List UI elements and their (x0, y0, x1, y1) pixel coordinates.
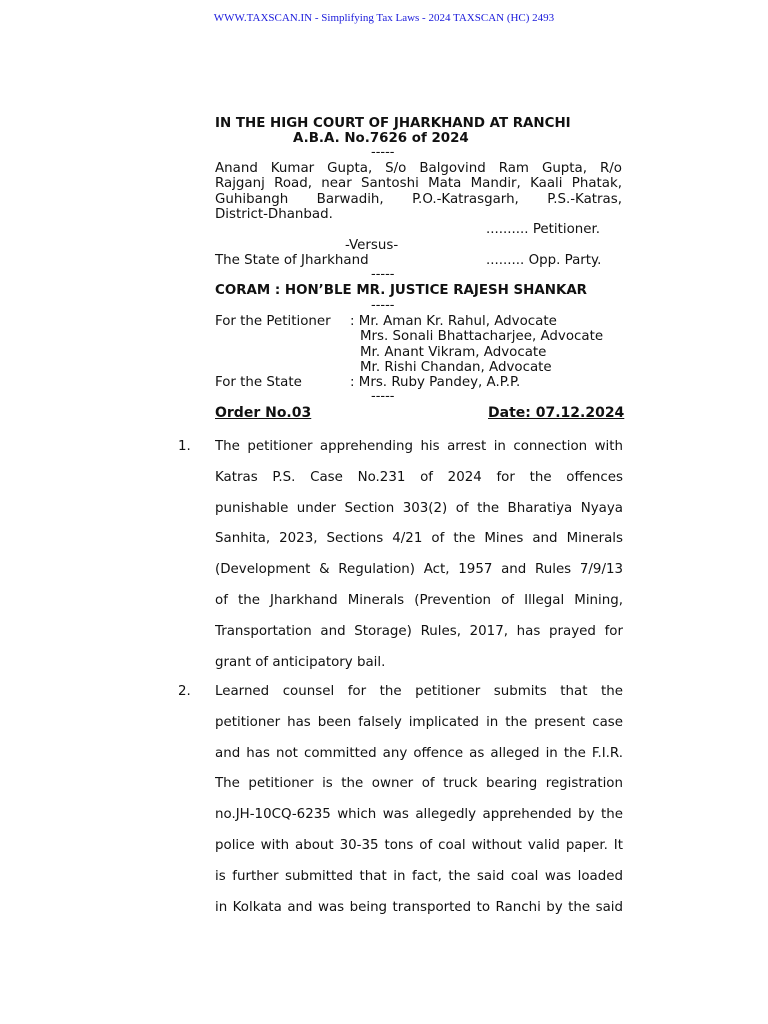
text-line: The petitioner is the owner of truck bearing registration (215, 776, 623, 792)
text-line: Transportation and Storage) Rules, 2017, has prayed for (215, 623, 623, 639)
petitioner-role: .......... Petitioner. (486, 222, 601, 237)
order-date: Date: 07.12.2024 (488, 405, 625, 421)
petitioner-details (215, 161, 622, 222)
text-line: Sanhita, 2023, Sections 4/21 of the Mines and Minerals (215, 531, 623, 547)
text-line: petitioner has been falsely implicated in the present case (215, 714, 623, 730)
separator-1: ----- (371, 145, 395, 160)
versus-label: -Versus- (345, 238, 399, 253)
text-line: and has not committed any offence as alleged in the F.I.R. (215, 745, 623, 761)
text-line: in Kolkata and was being transported to Ranchi by the said (215, 899, 623, 915)
counsel-name: : Mr. Aman Kr. Rahul, Advocate (350, 314, 557, 329)
petitioner-line: Guhibangh Barwadih, P.O.-Katrasgarh, P.S.-Katras, (215, 191, 622, 207)
text-line: Learned counsel for the petitioner submits that the (215, 684, 623, 699)
watermark-header: WWW.TAXSCAN.IN - Simplifying Tax Laws - 2024 TAXSCAN (HC) 2493 (213, 12, 555, 24)
order-number: Order No.03 (215, 405, 312, 421)
separator-3: ----- (371, 298, 395, 313)
counsel-name: Mr. Anant Vikram, Advocate (360, 344, 547, 360)
separator-4: ----- (371, 389, 395, 404)
petitioner-line: Rajganj Road, near Santoshi Mata Mandir, Kaali Phatak, (215, 176, 622, 192)
text-line: of the Jharkhand Minerals (Prevention of Illegal Mining, (215, 592, 623, 608)
paragraph-text (215, 677, 623, 923)
text-line: The petitioner apprehending his arrest in connection with (215, 439, 623, 454)
text-line: Katras P.S. Case No.231 of 2024 for the offences (215, 469, 623, 485)
paragraph-text (215, 432, 623, 678)
court-name: IN THE HIGH COURT OF JHARKHAND AT RANCHI (215, 116, 571, 131)
counsel-name: Mr. Rishi Chandan, Advocate (360, 359, 552, 375)
separator-2: ----- (371, 267, 395, 282)
text-line: police with about 30-35 tons of coal without valid paper. It (215, 837, 623, 853)
text-line: grant of anticipatory bail. (215, 654, 386, 670)
counsel-name: Mrs. Sonali Bhattacharjee, Advocate (360, 329, 604, 345)
petitioner-line: Anand Kumar Gupta, S/o Balgovind Ram Gupta, R/o (215, 161, 622, 176)
text-line: (Development & Regulation) Act, 1957 and Rules 7/9/13 (215, 562, 623, 578)
petitioner-counsel-list (350, 314, 603, 375)
respondent-name: The State of Jharkhand (215, 253, 369, 268)
petitioner-line: District-Dhanbad. (215, 206, 333, 222)
text-line: no.JH-10CQ-6235 which was allegedly apprehended by the (215, 807, 623, 823)
petitioner-counsel-label: For the Petitioner (215, 314, 331, 329)
text-line: punishable under Section 303(2) of the Bharatiya Nyaya (215, 500, 623, 516)
coram-line: CORAM : HON’BLE MR. JUSTICE RAJESH SHANKAR (215, 283, 587, 298)
text-line: is further submitted that in fact, the said coal was loaded (215, 868, 623, 884)
case-number: A.B.A. No.7626 of 2024 (293, 131, 469, 146)
state-counsel-name: : Mrs. Ruby Pandey, A.P.P. (350, 375, 521, 390)
state-counsel-label: For the State (215, 375, 302, 390)
paragraph-number: 2. (178, 684, 191, 699)
paragraph-number: 1. (178, 439, 191, 454)
respondent-role: ......... Opp. Party. (486, 253, 602, 268)
